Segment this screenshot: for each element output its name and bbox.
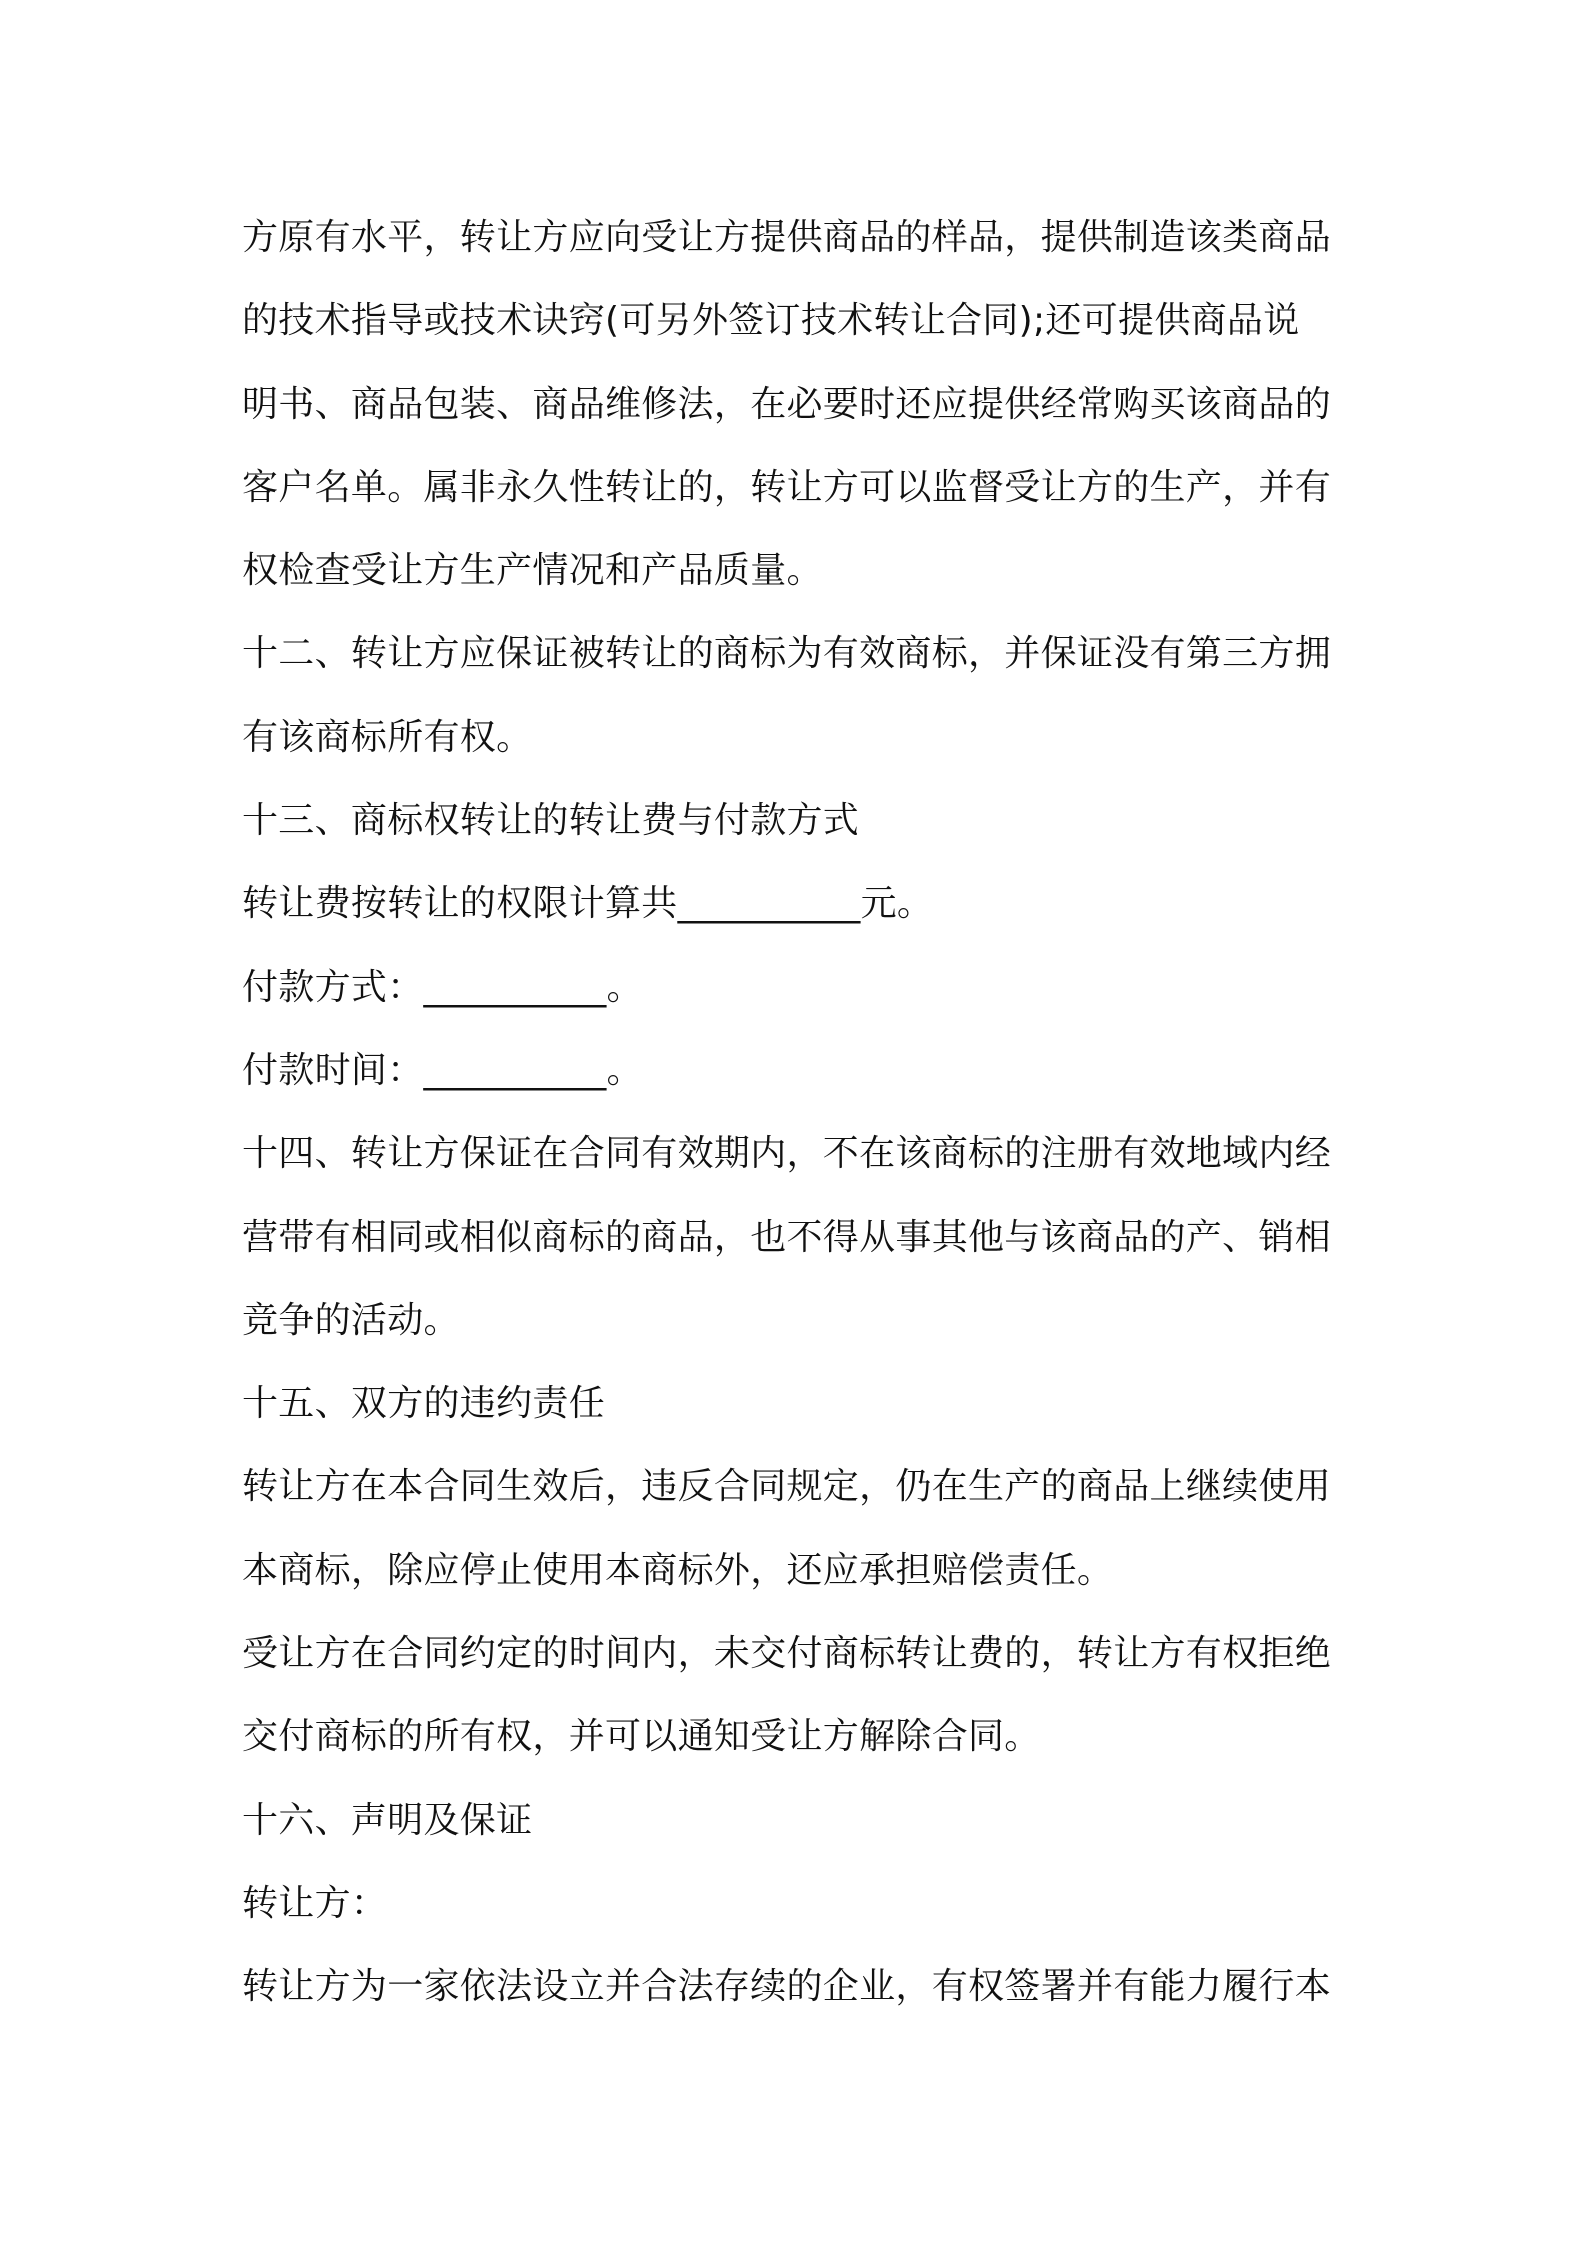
text-line: 转让方为一家依法设立并合法存续的企业，有权签署并有能力履行本: [242, 1966, 1332, 2008]
text-line: 竞争的活动。: [242, 1299, 460, 1341]
text-line: 交付商标的所有权，并可以通知受让方解除合同。: [242, 1716, 1041, 1758]
section-heading-16: 十六、声明及保证: [242, 1799, 533, 1841]
section-heading-14: 十四、转让方保证在合同有效期内，不在该商标的注册有效地域内经: [242, 1133, 1332, 1175]
section-heading-13: 十三、商标权转让的转让费与付款方式: [242, 800, 860, 842]
text-line: 转让方在本合同生效后，违反合同规定，仍在生产的商品上继续使用: [242, 1466, 1332, 1508]
transfer-fee-line: 转让费按转让的权限计算共__________元。: [242, 883, 934, 925]
text-line: 营带有相同或相似商标的商品，也不得从事其他与该商品的产、销相: [242, 1216, 1332, 1258]
text-line: 明书、商品包装、商品维修法，在必要时还应提供经常购买该商品的: [242, 383, 1332, 425]
document-body: [242, 196, 1352, 2029]
text-line: 客户名单。属非永久性转让的，转让方可以监督受让方的生产，并有: [242, 466, 1332, 508]
text-line: 有该商标所有权。: [242, 716, 533, 758]
payment-method-line: 付款方式：__________。: [242, 966, 643, 1008]
text-line: 受让方在合同约定的时间内，未交付商标转让费的，转让方有权拒绝: [242, 1633, 1332, 1675]
text-line: 本商标，除应停止使用本商标外，还应承担赔偿责任。: [242, 1549, 1114, 1591]
section-heading-12: 十二、转让方应保证被转让的商标为有效商标，并保证没有第三方拥: [242, 633, 1332, 675]
text-line: 方原有水平，转让方应向受让方提供商品的样品，提供制造该类商品: [242, 217, 1332, 258]
section-heading-15: 十五、双方的违约责任: [242, 1383, 606, 1425]
payment-time-line: 付款时间：__________。: [242, 1049, 643, 1091]
party-label-transferor: 转让方：: [242, 1882, 388, 1924]
text-line: 的技术指导或技术诀窍(可另外签订技术转让合同);还可提供商品说: [242, 300, 1300, 342]
text-line: 权检查受让方生产情况和产品质量。: [242, 550, 823, 592]
